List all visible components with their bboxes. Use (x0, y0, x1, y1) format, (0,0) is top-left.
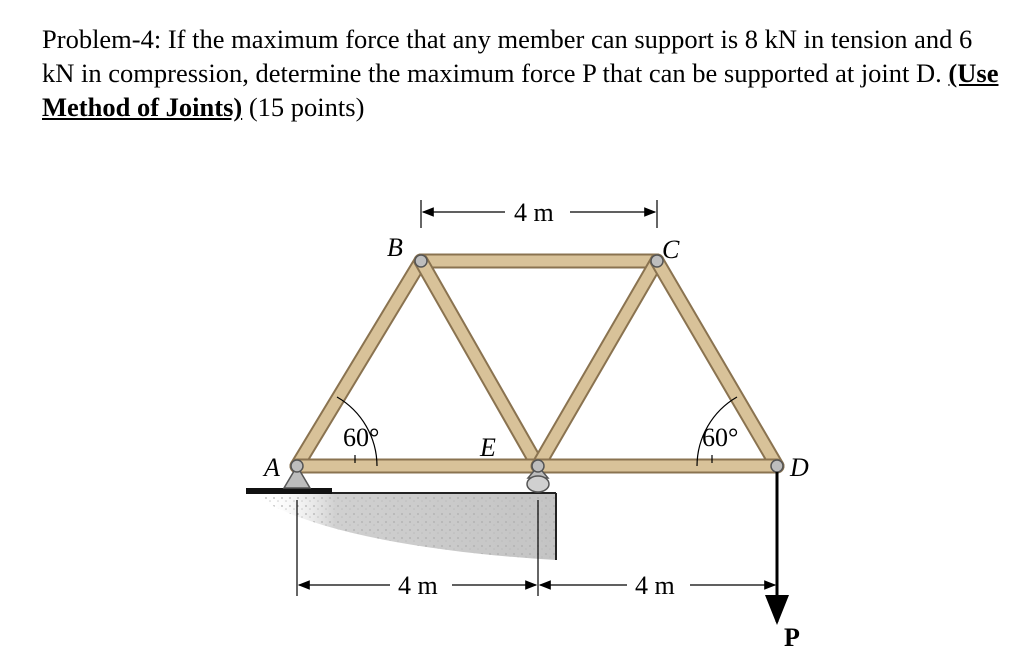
points-text: (15 points) (242, 92, 365, 122)
label-joint-a: A (264, 453, 280, 482)
label-dim-top: 4 m (514, 198, 554, 227)
label-joint-b: B (387, 233, 403, 262)
label-dim-bottom-right: 4 m (635, 571, 675, 600)
label-force-p: P (784, 623, 800, 652)
pin-b (415, 255, 427, 267)
label-joint-c: C (662, 235, 680, 264)
label-joint-e: E (480, 433, 496, 462)
pin-d (771, 460, 783, 472)
label-angle-right: 60° (702, 423, 739, 452)
ground (246, 488, 556, 560)
pin-e (532, 460, 544, 472)
member-ec (538, 261, 657, 466)
label-joint-d: D (790, 453, 809, 482)
method-hint: (Use Method of Joints) (42, 58, 999, 122)
label-dim-bottom-left: 4 m (398, 571, 438, 600)
pin-a (291, 460, 303, 472)
problem-text: Problem-4: If the maximum force that any member can support is 8 kN in tension and 6 kN in compression, determine the maximum force P that can be supported at joint D. (42, 24, 973, 88)
label-angle-left: 60° (343, 423, 380, 452)
